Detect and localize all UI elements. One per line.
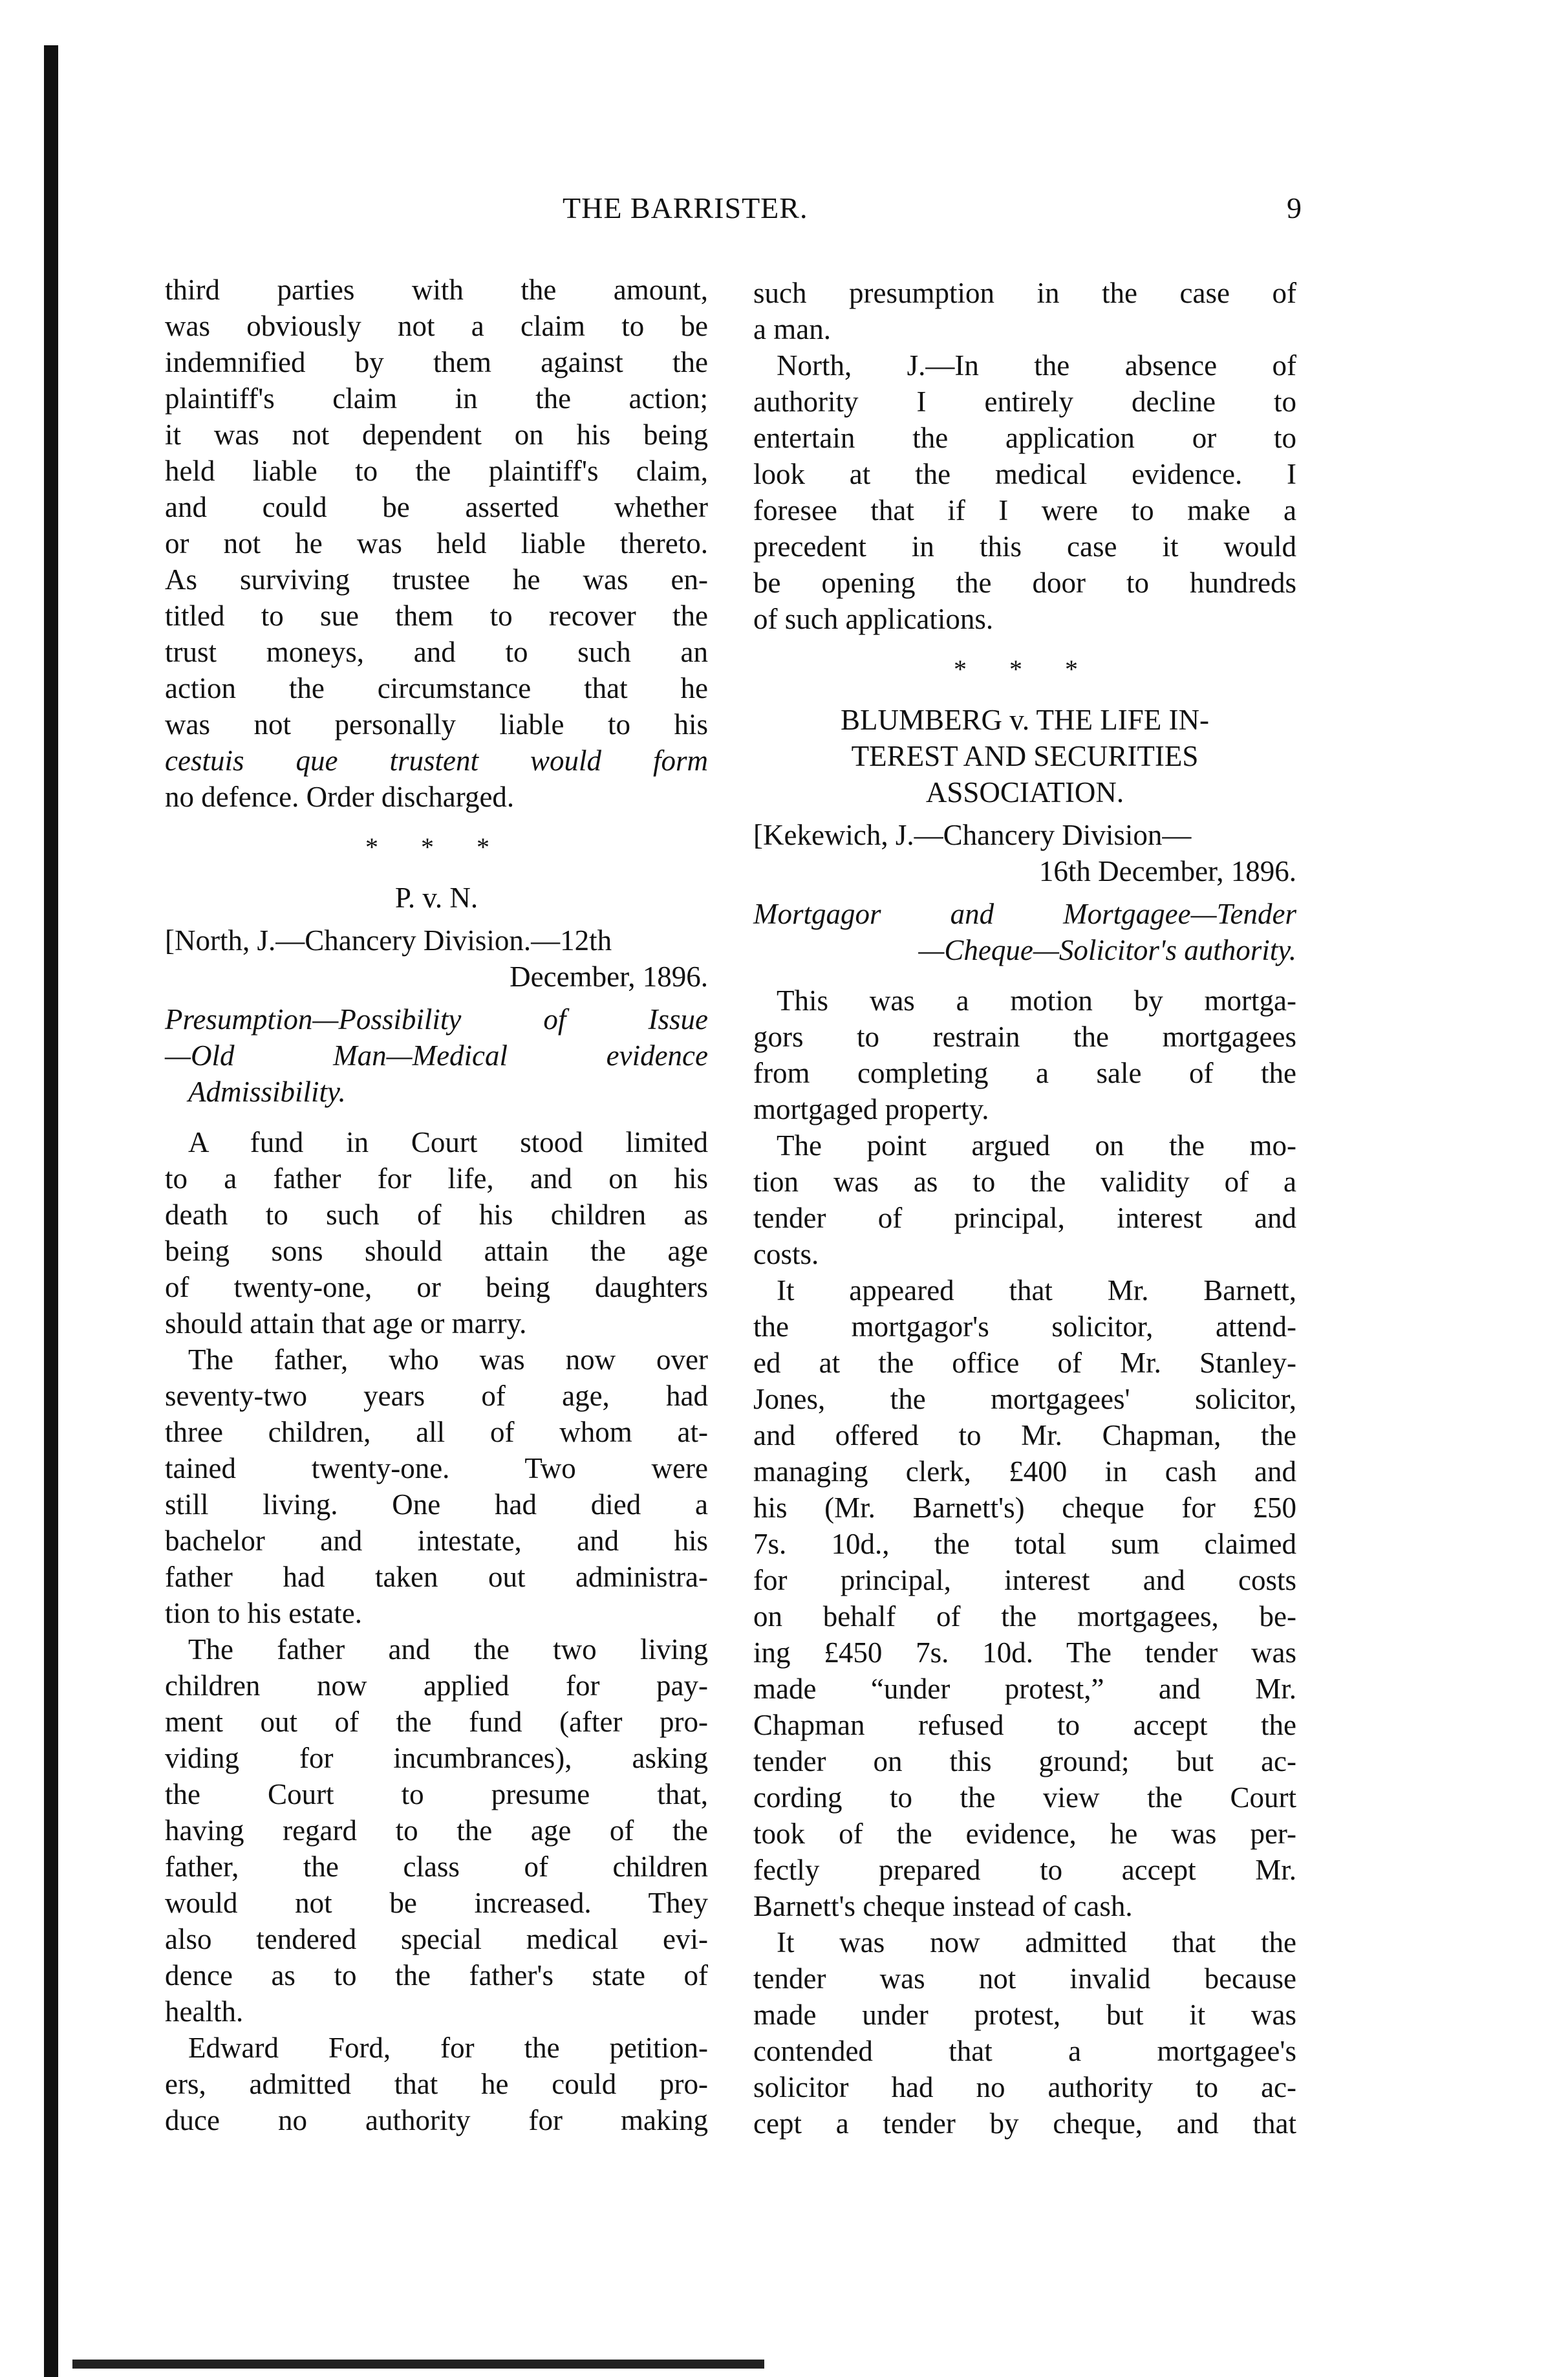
text-line: TEREST AND SECURITIES [851,740,1199,772]
right-column [753,275,1296,2142]
text-line: to a father for life, and on his [165,1162,708,1195]
text-line: ers, admitted that he could pro- [165,2068,708,2100]
text-line: authority I entirely decline to [753,385,1296,418]
text-line: action the circumstance that he [165,672,708,704]
text-line: also tendered special medical evi- [165,1923,708,1955]
text-line: for principal, interest and costs [753,1564,1296,1596]
text-line: was obviously not a claim to be [165,310,708,342]
text-line: his (Mr. Barnett's) cheque for £50 [753,1492,1296,1524]
continuation-paragraph [753,275,1296,347]
text-line: BLUMBERG v. THE LIFE IN- [841,704,1209,736]
text-line: ASSOCIATION. [925,776,1124,809]
text-line: health. [165,1995,244,2028]
text-line: —Cheque—Solicitor's authority. [918,934,1296,966]
text-line: entertain the application or to [753,422,1296,454]
judgment-paragraph [753,347,1296,637]
text-line: look at the medical evidence. I [753,458,1296,490]
text-line: 7s. 10d., the total sum claimed [753,1528,1296,1560]
section-separator: * * * [954,655,1096,684]
text-line: cording to the view the Court [753,1781,1296,1814]
text-line: Chapman refused to accept the [753,1709,1296,1741]
text-line: seventy-two years of age, had [165,1380,708,1412]
text-line: Admissibility. [188,1076,346,1108]
text-line: from completing a sale of the [753,1057,1296,1089]
text-line: duce no authority for making [165,2104,708,2136]
text-line: death to such of his children as [165,1199,708,1231]
text-line: December, 1896. [510,961,708,993]
text-line: being sons should attain the age [165,1235,708,1267]
body-paragraph [753,982,1296,1127]
text-line: tion to his estate. [165,1597,362,1629]
text-line: foresee that if I were to make a [753,494,1296,526]
text-line: —Old Man—Medical evidence [165,1039,708,1072]
body-paragraph [753,1924,1296,2142]
text-line: managing clerk, £400 in cash and [753,1455,1296,1488]
text-line: [North, J.—Chancery Division.—12th [165,924,612,957]
text-line: ed at the office of Mr. Stanley- [753,1347,1296,1379]
text-line: This was a motion by mortga- [777,984,1296,1017]
text-line: father, the class of children [165,1851,708,1883]
text-line: dence as to the father's state of [165,1959,708,1992]
text-line: Jones, the mortgagees' solicitor, [753,1383,1296,1415]
text-line: tender was not invalid because [753,1962,1296,1995]
case-subject [165,1001,708,1110]
left-column [165,272,708,2138]
case-title [753,702,1296,810]
text-line: was not personally liable to his [165,708,708,741]
body-paragraph [165,1341,708,1631]
text-line: titled to sue them to recover the [165,600,708,632]
text-line: tained twenty-one. Two were [165,1452,708,1484]
text-line: should attain that age or marry. [165,1307,527,1340]
text-line: The father, who was now over [188,1343,708,1376]
body-paragraph [753,1272,1296,1924]
text-line: be opening the door to hundreds [753,567,1296,599]
text-line: cestuis que trustent would form [165,744,708,777]
text-line: viding for incumbrances), asking [165,1742,708,1774]
text-line: such presumption in the case of [753,277,1296,309]
text-line: bachelor and intestate, and his [165,1525,708,1557]
text-line: children now applied for pay- [165,1669,708,1702]
text-line: or not he was held liable thereto. [165,527,708,559]
text-line: [Kekewich, J.—Chancery Division— [753,819,1192,851]
text-line: fectly prepared to accept Mr. [753,1854,1296,1886]
text-line: held liable to the plaintiff's claim, [165,455,708,487]
text-line: trust moneys, and to such an [165,636,708,668]
text-line: took of the evidence, he was per- [753,1818,1296,1850]
text-line: The point argued on the mo- [777,1129,1296,1162]
text-line: made under protest, but it was [753,1999,1296,2031]
text-line: third parties with the amount, [165,274,708,306]
body-paragraph [165,1124,708,1341]
text-line: solicitor had no authority to ac- [753,2071,1296,2103]
text-line: plaintiff's claim in the action; [165,382,708,415]
text-line: it was not dependent on his being [165,418,708,451]
page-edge-shadow [44,45,58,2377]
text-line: mortgaged property. [753,1093,989,1125]
body-paragraph [165,1631,708,2030]
running-title: THE BARRISTER. [563,191,808,224]
body-paragraph [753,1127,1296,1272]
text-line: made “under protest,” and Mr. [753,1673,1296,1705]
text-line: gors to restrain the mortgagees [753,1021,1296,1053]
text-line: of such applications. [753,603,994,635]
continuation-paragraph [165,272,708,815]
bottom-edge-shadow [72,2360,764,2369]
case-subject [753,896,1296,968]
text-line: cept a tender by cheque, and that [753,2107,1296,2140]
page-number: 9 [1287,191,1302,224]
text-line: no defence. Order discharged. [165,781,515,813]
text-line: Mortgagor and Mortgagee—Tender [753,898,1296,930]
court-citation [753,817,1296,889]
case-title: P. v. N. [394,882,478,914]
text-line: 16th December, 1896. [1038,855,1296,887]
text-line: a man. [753,313,831,345]
text-line: The father and the two living [188,1633,708,1666]
text-line: the Court to presume that, [165,1778,708,1810]
text-line: It appeared that Mr. Barnett, [777,1274,1296,1307]
section-separator: * * * [365,832,508,862]
text-line: tender on this ground; but ac- [753,1745,1296,1777]
text-line: Barnett's cheque instead of cash. [753,1890,1133,1922]
text-line: still living. One had died a [165,1488,708,1521]
text-line: of twenty-one, or being daughters [165,1271,708,1303]
text-line: precedent in this case it would [753,530,1296,563]
text-line: three children, all of whom at- [165,1416,708,1448]
text-line: and could be asserted whether [165,491,708,523]
text-line: It was now admitted that the [777,1926,1296,1959]
text-line: would not be increased. They [165,1887,708,1919]
text-line: Edward Ford, for the petition- [188,2032,708,2064]
court-citation [165,922,708,995]
text-line: contended that a mortgagee's [753,2035,1296,2067]
text-line: tion was as to the validity of a [753,1166,1296,1198]
text-line: North, J.—In the absence of [777,349,1296,382]
text-line: on behalf of the mortgagees, be- [753,1600,1296,1633]
body-paragraph [165,2030,708,2138]
text-line: costs. [753,1238,819,1270]
text-line: and offered to Mr. Chapman, the [753,1419,1296,1451]
text-line: tender of principal, interest and [753,1202,1296,1234]
text-line: Presumption—Possibility of Issue [165,1003,708,1036]
text-line: the mortgagor's solicitor, attend- [753,1310,1296,1343]
text-line: ment out of the fund (after pro- [165,1706,708,1738]
text-line: A fund in Court stood limited [188,1126,708,1158]
text-line: As surviving trustee he was en- [165,563,708,596]
text-line: having regard to the age of the [165,1814,708,1847]
text-line: indemnified by them against the [165,346,708,378]
text-line: ing £450 7s. 10d. The tender was [753,1636,1296,1669]
text-line: father had taken out administra- [165,1561,708,1593]
